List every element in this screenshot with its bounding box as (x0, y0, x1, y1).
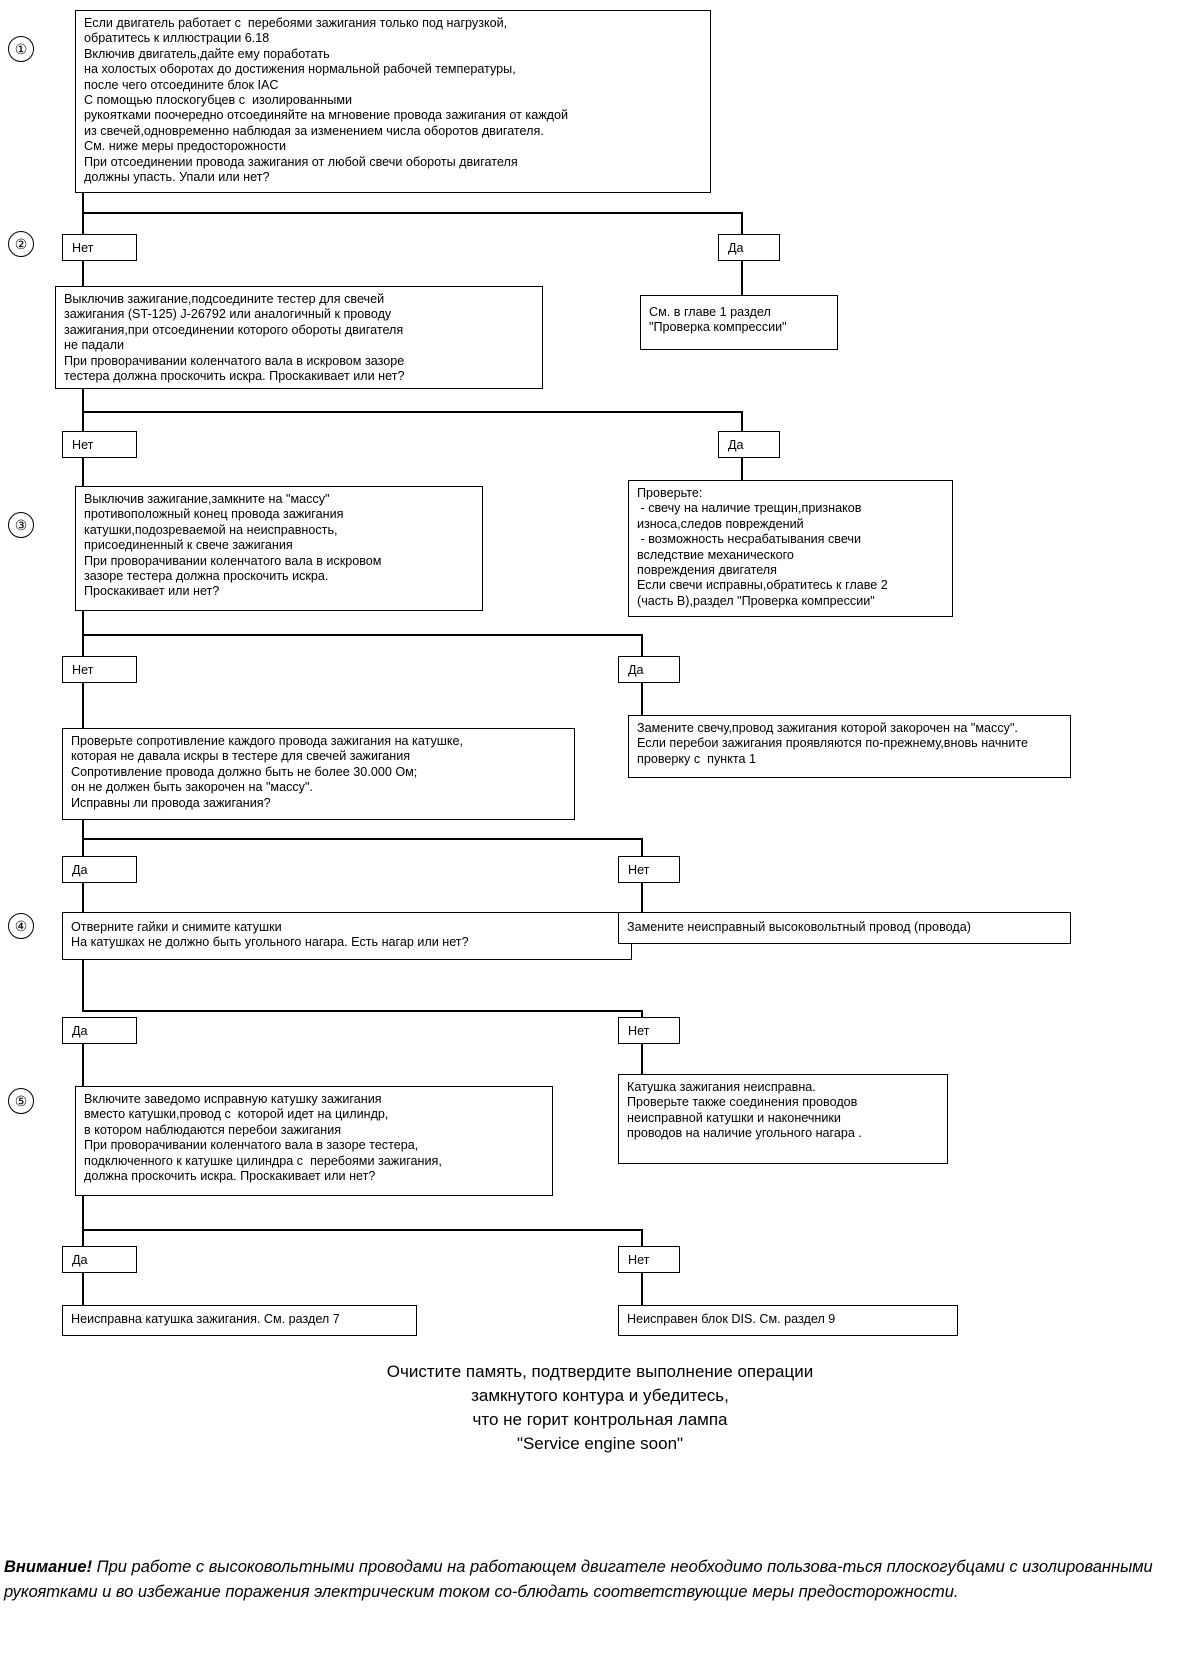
branch-yes-1: Да (718, 234, 780, 261)
connector-line (82, 411, 742, 413)
branch-no-5: Нет (618, 1017, 680, 1044)
warning-lead: Внимание! (4, 1558, 93, 1576)
result-box-dis-section-9: Неисправен блок DIS. См. раздел 9 (618, 1305, 958, 1336)
branch-no-2: Нет (62, 431, 137, 458)
step-marker-2: ② (8, 231, 34, 257)
branch-yes-2: Да (718, 431, 780, 458)
connector-line (82, 1044, 84, 1086)
connector-line (82, 1229, 642, 1231)
connector-line (741, 261, 743, 295)
connector-line (82, 193, 84, 234)
step-marker-1: ① (8, 36, 34, 62)
result-box-compression-ch1: См. в главе 1 раздел "Проверка компрессии" (640, 295, 838, 350)
connector-line (641, 883, 643, 912)
branch-yes-6: Да (62, 1246, 137, 1273)
branch-yes-3: Да (618, 656, 680, 683)
result-box-spark-plug-check: Проверьте: - свечу на наличие трещин,признаков износа,следов повреждений - возможность несрабатывания свечи вследствие механического повреждения двигателя Если свечи исправны,обратитесь к главе 2 (часть В),раздел "Проверка компрессии" (628, 480, 953, 617)
decision-box-2: Выключив зажигание,подсоедините тестер для свечей зажигания (ST-125) J-26792 или аналогичный к проводу зажигания,при отсоединении которого обороты двигателя не падали При проворачивании коленчатого вала в искровом зазоре тестера должна проскочить искра. Проскакивает или нет? (55, 286, 543, 389)
step-marker-5: ⑤ (8, 1088, 34, 1114)
connector-line (82, 883, 84, 912)
decision-box-1: Если двигатель работает с перебоями зажигания только под нагрузкой, обратитесь к иллюстрации 6.18 Включив двигатель,дайте ему поработать на холостых оборотах до достижения нормальной рабочей температуры, после чего отсоедините блок IAC С помощью плоскогубцев с изолированными рукоятками поочередно отсоединяйте на мгновение провода зажигания от каждой из свечей,одновременно наблюдая за изменением числа оборотов двигателя. См. ниже меры предосторожности При отсоединении провода зажигания от любой свечи обороты двигателя должны упасть. Упали или нет? (75, 10, 711, 193)
connector-line (641, 1273, 643, 1305)
connector-line (82, 634, 642, 636)
step-marker-3: ③ (8, 512, 34, 538)
decision-box-3: Выключив зажигание,замкните на "массу" противоположный конец провода зажигания катушки,подозреваемой на неисправность, присоединенный к свече зажигания При проворачивании коленчатого вала в искровом зазоре тестера должна проскочить искра. Проскакивает или нет? (75, 486, 483, 611)
result-box-coil-section-7: Неисправна катушка зажигания. См. раздел 7 (62, 1305, 417, 1336)
result-box-replace-ht-lead: Замените неисправный высоковольтный провод (провода) (618, 912, 1071, 944)
branch-no-6: Нет (618, 1246, 680, 1273)
connector-line (82, 838, 642, 840)
connector-line (82, 261, 84, 286)
branch-yes-4: Да (62, 856, 137, 883)
decision-box-4: Проверьте сопротивление каждого провода зажигания на катушке, которая не давала искры в тестере для свечей зажигания Сопротивление провода должно быть не более 30.000 Ом; он не должен быть закорочен на "массу". Исправны ли провода зажигания? (62, 728, 575, 820)
connector-line (641, 1044, 643, 1074)
result-box-replace-plug: Замените свечу,провод зажигания которой закорочен на "массу". Если перебои зажигания проявляются по-прежнему,вновь начните проверку с пункта 1 (628, 715, 1071, 778)
connector-line (82, 212, 742, 214)
decision-box-5: Отверните гайки и снимите катушки На катушках не должно быть угольного нагара. Есть нагар или нет? (62, 912, 632, 960)
connector-line (82, 683, 84, 728)
connector-line (641, 683, 643, 715)
connector-line (82, 1010, 642, 1012)
step-marker-4: ④ (8, 913, 34, 939)
connector-line (82, 1196, 84, 1246)
connector-line (82, 1273, 84, 1305)
decision-box-6: Включите заведомо исправную катушку зажигания вместо катушки,провод с которой идет на цилиндр, в котором наблюдаются перебои зажигания При проворачивании коленчатого вала в зазоре тестера, подключенного к катушке цилиндра с перебоями зажигания, должна проскочить искра. Проскакивает или нет? (75, 1086, 553, 1196)
connector-line (82, 458, 84, 486)
warning-text: При работе с высоковольтными проводами на работающем двигателе необходимо пользова-ться плоскогубцами с изолированными рукоятками и во избежание поражения электрическим током со-блюдать соответствующие меры предосторожности. (4, 1558, 1153, 1601)
connector-line (82, 389, 84, 431)
branch-yes-5: Да (62, 1017, 137, 1044)
branch-no-3: Нет (62, 656, 137, 683)
connector-line (741, 411, 743, 431)
branch-no-4: Нет (618, 856, 680, 883)
connector-line (641, 1229, 643, 1246)
connector-line (82, 960, 84, 1012)
connector-line (641, 838, 643, 856)
connector-line (641, 634, 643, 656)
closing-note: Очистите память, подтвердите выполнение операции замкнутого контура и убедитесь, что не горит контрольная лампа "Service engine soon" (386, 1362, 814, 1453)
branch-no-1: Нет (62, 234, 137, 261)
connector-line (741, 212, 743, 234)
connector-line (741, 458, 743, 480)
result-box-coil-faulty: Катушка зажигания неисправна. Проверьте также соединения проводов неисправной катушки и наконечники проводов на наличие угольного нагара . (618, 1074, 948, 1164)
warning-note (4, 1555, 1196, 1605)
